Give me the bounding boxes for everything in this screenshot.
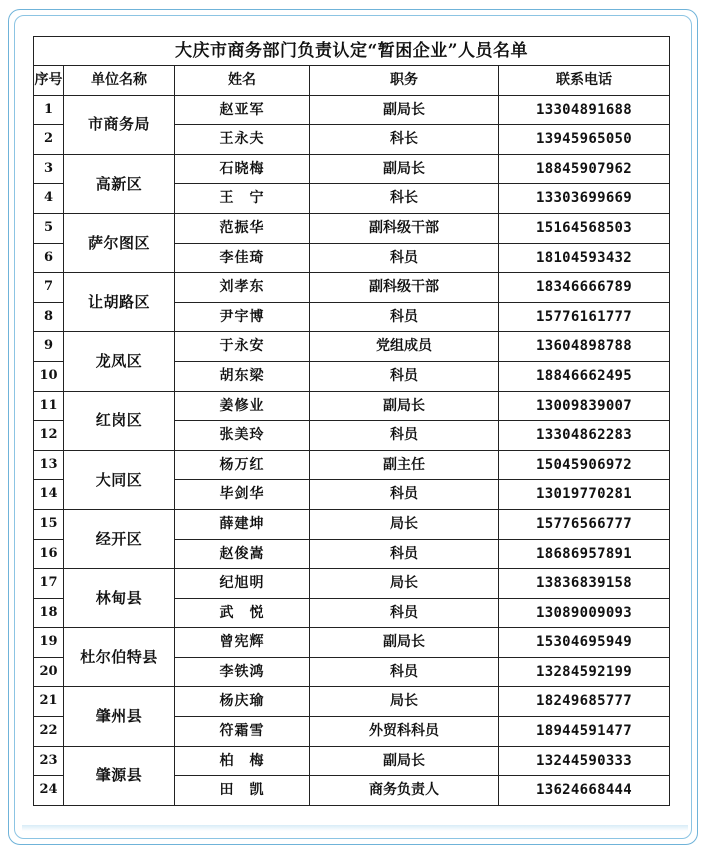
position: 科长 xyxy=(310,125,499,155)
document xyxy=(33,36,669,806)
unit-name: 经开区 xyxy=(64,509,175,568)
table-row xyxy=(34,746,670,776)
phone-number: 15164568503 xyxy=(499,213,670,243)
table-row xyxy=(34,95,670,125)
unit-name: 杜尔伯特县 xyxy=(64,628,175,687)
position: 副局长 xyxy=(310,746,499,776)
person-name: 赵俊嵩 xyxy=(175,539,310,569)
row-number: 5 xyxy=(34,213,64,243)
row-number: 10 xyxy=(34,361,64,391)
row-number: 21 xyxy=(34,687,64,717)
header-position: 职务 xyxy=(310,66,499,96)
unit-name: 高新区 xyxy=(64,154,175,213)
row-number: 14 xyxy=(34,480,64,510)
phone-number: 13303699669 xyxy=(499,184,670,214)
row-number: 6 xyxy=(34,243,64,273)
phone-number: 13836839158 xyxy=(499,569,670,599)
unit-name: 林甸县 xyxy=(64,569,175,628)
table-row xyxy=(34,509,670,539)
position: 局长 xyxy=(310,687,499,717)
row-number: 3 xyxy=(34,154,64,184)
table-title: 大庆市商务部门负责认定“暂困企业”人员名单 xyxy=(34,37,670,66)
person-name: 薛建坤 xyxy=(175,509,310,539)
person-name: 张美玲 xyxy=(175,421,310,451)
phone-number: 13945965050 xyxy=(499,125,670,155)
person-name: 杨万红 xyxy=(175,450,310,480)
position: 科员 xyxy=(310,302,499,332)
person-name: 王永夫 xyxy=(175,125,310,155)
position: 外贸科科员 xyxy=(310,717,499,747)
row-number: 19 xyxy=(34,628,64,658)
phone-number: 18845907962 xyxy=(499,154,670,184)
row-number: 20 xyxy=(34,657,64,687)
position: 副局长 xyxy=(310,154,499,184)
phone-number: 18846662495 xyxy=(499,361,670,391)
phone-number: 13009839007 xyxy=(499,391,670,421)
person-name: 纪旭明 xyxy=(175,569,310,599)
phone-number: 18104593432 xyxy=(499,243,670,273)
person-name: 符霜雪 xyxy=(175,717,310,747)
personnel-table xyxy=(33,36,670,806)
header-name: 姓名 xyxy=(175,66,310,96)
phone-number: 15045906972 xyxy=(499,450,670,480)
person-name: 赵亚军 xyxy=(175,95,310,125)
phone-number: 13089009093 xyxy=(499,598,670,628)
row-number: 11 xyxy=(34,391,64,421)
position: 商务负责人 xyxy=(310,776,499,806)
person-name: 杨庆瑜 xyxy=(175,687,310,717)
header-row xyxy=(34,66,670,96)
phone-number: 15776566777 xyxy=(499,509,670,539)
position: 副科级干部 xyxy=(310,273,499,303)
position: 科员 xyxy=(310,480,499,510)
row-number: 22 xyxy=(34,717,64,747)
position: 科员 xyxy=(310,657,499,687)
table-row xyxy=(34,450,670,480)
person-name: 柏 梅 xyxy=(175,746,310,776)
phone-number: 13304891688 xyxy=(499,95,670,125)
phone-number: 18346666789 xyxy=(499,273,670,303)
row-number: 8 xyxy=(34,302,64,332)
row-number: 24 xyxy=(34,776,64,806)
header-seq: 序号 xyxy=(34,66,64,96)
row-number: 1 xyxy=(34,95,64,125)
table-row xyxy=(34,332,670,362)
person-name: 毕剑华 xyxy=(175,480,310,510)
person-name: 武 悦 xyxy=(175,598,310,628)
position: 党组成员 xyxy=(310,332,499,362)
table-row xyxy=(34,687,670,717)
unit-name: 肇州县 xyxy=(64,687,175,746)
row-number: 2 xyxy=(34,125,64,155)
position: 科员 xyxy=(310,598,499,628)
phone-number: 13244590333 xyxy=(499,746,670,776)
table-row xyxy=(34,154,670,184)
person-name: 李佳琦 xyxy=(175,243,310,273)
unit-name: 萨尔图区 xyxy=(64,213,175,272)
position: 副局长 xyxy=(310,628,499,658)
phone-number: 13604898788 xyxy=(499,332,670,362)
person-name: 范振华 xyxy=(175,213,310,243)
unit-name: 肇源县 xyxy=(64,746,175,805)
table-body xyxy=(34,95,670,805)
phone-number: 15304695949 xyxy=(499,628,670,658)
row-number: 23 xyxy=(34,746,64,776)
row-number: 13 xyxy=(34,450,64,480)
row-number: 17 xyxy=(34,569,64,599)
position: 科长 xyxy=(310,184,499,214)
phone-number: 13624668444 xyxy=(499,776,670,806)
person-name: 李铁鸿 xyxy=(175,657,310,687)
phone-number: 13284592199 xyxy=(499,657,670,687)
person-name: 于永安 xyxy=(175,332,310,362)
phone-number: 18249685777 xyxy=(499,687,670,717)
person-name: 石晓梅 xyxy=(175,154,310,184)
unit-name: 大同区 xyxy=(64,450,175,509)
table-row xyxy=(34,213,670,243)
phone-number: 13304862283 xyxy=(499,421,670,451)
position: 科员 xyxy=(310,243,499,273)
person-name: 田 凯 xyxy=(175,776,310,806)
position: 局长 xyxy=(310,569,499,599)
header-phone: 联系电话 xyxy=(499,66,670,96)
row-number: 12 xyxy=(34,421,64,451)
position: 科员 xyxy=(310,539,499,569)
position: 副主任 xyxy=(310,450,499,480)
person-name: 尹宇博 xyxy=(175,302,310,332)
table-row xyxy=(34,628,670,658)
position: 科员 xyxy=(310,421,499,451)
table-row xyxy=(34,569,670,599)
position: 副科级干部 xyxy=(310,213,499,243)
position: 副局长 xyxy=(310,391,499,421)
row-number: 7 xyxy=(34,273,64,303)
row-number: 15 xyxy=(34,509,64,539)
table-row xyxy=(34,273,670,303)
phone-number: 13019770281 xyxy=(499,480,670,510)
position: 科员 xyxy=(310,361,499,391)
unit-name: 让胡路区 xyxy=(64,273,175,332)
row-number: 9 xyxy=(34,332,64,362)
person-name: 曾宪辉 xyxy=(175,628,310,658)
frame-shadow xyxy=(22,825,688,831)
person-name: 刘孝东 xyxy=(175,273,310,303)
person-name: 王 宁 xyxy=(175,184,310,214)
header-unit: 单位名称 xyxy=(64,66,175,96)
phone-number: 15776161777 xyxy=(499,302,670,332)
table-row xyxy=(34,391,670,421)
phone-number: 18944591477 xyxy=(499,717,670,747)
position: 局长 xyxy=(310,509,499,539)
unit-name: 龙凤区 xyxy=(64,332,175,391)
unit-name: 市商务局 xyxy=(64,95,175,154)
row-number: 16 xyxy=(34,539,64,569)
row-number: 4 xyxy=(34,184,64,214)
position: 副局长 xyxy=(310,95,499,125)
unit-name: 红岗区 xyxy=(64,391,175,450)
phone-number: 18686957891 xyxy=(499,539,670,569)
person-name: 姜修业 xyxy=(175,391,310,421)
person-name: 胡东梁 xyxy=(175,361,310,391)
row-number: 18 xyxy=(34,598,64,628)
